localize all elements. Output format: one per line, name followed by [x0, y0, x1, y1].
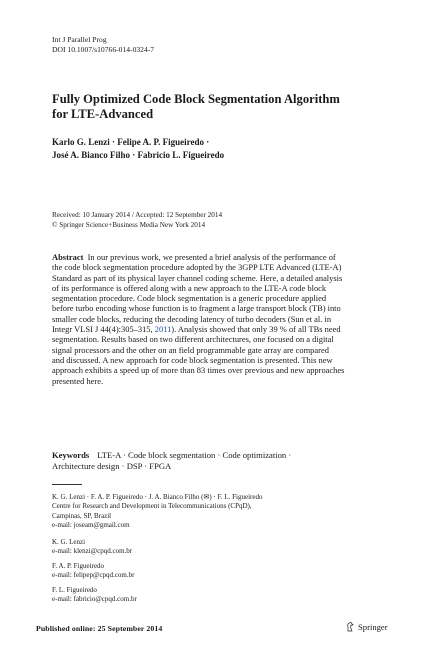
title-line-1: Fully Optimized Code Block Segmentation Algorithm	[52, 92, 340, 106]
keywords	[52, 450, 389, 473]
paper-title	[52, 92, 382, 122]
affiliation-author-2	[52, 562, 389, 581]
authors-line-1: Karlo G. Lenzi · Felipe A. P. Figueiredo ·	[52, 137, 210, 147]
abstract-line: Integr VLSI J 44(4):305–315, 2011). Analysis showed that only 39 % of all TBs need	[52, 324, 341, 335]
affiliation-names: K. G. Lenzi · F. A. P. Figueiredo · J. A. Bianco Filho (✉) · F. L. Figueiredo	[52, 493, 263, 501]
abstract-line: Standard as part of its physical layer channel coding scheme. Here, a detailed analysis	[52, 272, 343, 283]
springer-horse-icon	[346, 622, 354, 632]
keywords-label: Keywords	[52, 450, 90, 460]
abstract-line: and discussed. A new approach for code block segmentation is presented. This new	[52, 354, 333, 365]
dates-block	[52, 211, 222, 230]
keywords-line-2: Architecture design · DSP · FPGA	[52, 461, 172, 472]
publisher-name: Springer	[358, 622, 388, 632]
author-name: F. L. Figueiredo	[52, 586, 97, 594]
doi: DOI 10.1007/s10766-014-0324-7	[52, 45, 155, 54]
author-name: K. G. Lenzi	[52, 538, 86, 546]
title-line-2: for LTE-Advanced	[52, 107, 154, 121]
abstract-line: smaller code blocks, reducing the decoding latency of turbo decoders (Sun et al. in	[52, 313, 332, 324]
abstract-line: signal processors and the other on an field programmable gate array are compared	[52, 344, 329, 355]
abstract-label: Abstract	[52, 252, 84, 262]
abstract-line: presented here.	[52, 375, 104, 386]
abstract-line: the code block segmentation procedure adopted by the 3GPP LTE Advanced (LTE-A)	[52, 262, 342, 273]
footnote-divider	[52, 484, 82, 485]
abstract	[52, 252, 389, 386]
journal-header	[52, 35, 154, 55]
email-link[interactable]: e-mail: joseam@gmail.com	[52, 520, 130, 529]
publisher-logo	[346, 622, 388, 632]
affiliation-author-1	[52, 538, 389, 557]
journal-name: Int J Parallel Prog	[52, 35, 107, 44]
author-list	[52, 136, 224, 161]
published-online: Published online: 25 September 2014	[36, 624, 163, 633]
citation-link[interactable]: 2011	[154, 324, 172, 335]
abstract-line: Abstract In our previous work, we presented a brief analysis of the performance of	[52, 252, 336, 262]
affiliation-main	[52, 493, 389, 530]
email-link[interactable]: e-mail: felipep@cpqd.com.br	[52, 571, 135, 580]
author-name: F. A. P. Figueiredo	[52, 562, 104, 570]
abstract-line: approach exhibits a speed up of more than 83 times over previous and new approaches	[52, 365, 345, 376]
affiliation-center: Centre for Research and Development in Telecommunications (CPqD),	[52, 502, 252, 511]
abstract-line: before turbo encoding whose function is to fragment a large transport block (TB) into	[52, 303, 341, 314]
affiliation-author-3	[52, 586, 389, 605]
abstract-line: segmentation procedure. Code block segmentation is a generic procedure applied	[52, 293, 327, 304]
abstract-line: of its performance is offered along with a new approach to the LTE-A code block	[52, 282, 327, 293]
abstract-line: segmentation. Results based on two different architectures, one focused on a digital	[52, 334, 334, 345]
affiliation-city: Campinas, SP, Brazil	[52, 511, 112, 520]
keywords-line-1: LTE-A · Code block segmentation · Code optimization ·	[97, 450, 292, 460]
copyright: © Springer Science+Business Media New York 2014	[52, 220, 206, 229]
authors-line-2: José A. Bianco Filho · Fabricio L. Figueiredo	[52, 149, 225, 160]
email-link[interactable]: e-mail: klenzi@cpqd.com.br	[52, 547, 133, 556]
received-accepted: Received: 10 January 2014 / Accepted: 12 September 2014	[52, 211, 223, 219]
email-link[interactable]: e-mail: fabricio@cpqd.com.br	[52, 595, 137, 604]
